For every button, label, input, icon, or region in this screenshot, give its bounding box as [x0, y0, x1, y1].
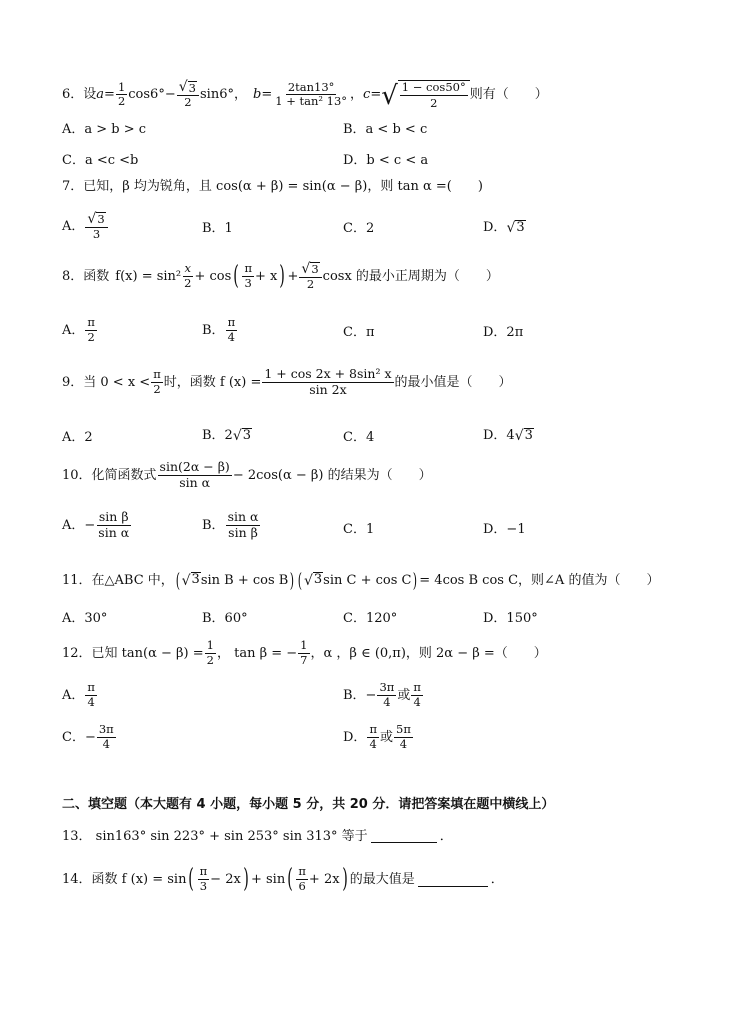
q13-answer-blank[interactable]	[371, 830, 437, 843]
q12-option-c[interactable]: C．− $\frac{3\pi}{4}$	[62, 722, 114, 751]
q6-option-a[interactable]: A．a > b > c	[62, 122, 147, 137]
q8-option-c[interactable]: C．π	[343, 325, 375, 340]
q12-option-a[interactable]: A． $\frac{\pi}{4}$	[62, 680, 95, 709]
section-2-heading: 二、填空题（本大题有 4 小题，每小题 5 分，共 20 分．请把答案填在题中横线上）	[62, 797, 555, 812]
q7-option-a[interactable]: A． √ 3 3	[62, 212, 109, 241]
q11-option-a[interactable]: A．30°	[62, 611, 108, 626]
q6-sqrt3-fraction: √ 3 2	[177, 80, 199, 109]
q14-answer-blank[interactable]	[418, 872, 488, 887]
q7-option-d[interactable]: D． √ 3	[483, 220, 525, 237]
q8-option-d[interactable]: D．2π	[483, 325, 524, 340]
q11-option-b[interactable]: B．60°	[202, 611, 248, 626]
q6-c-radical: √ $\frac{1 - \cos 50^\circ}{2}$	[381, 80, 470, 109]
q12-option-b[interactable]: B．− $\frac{3\pi}{4}$ 或 $\frac{\pi}{4}$	[343, 680, 421, 709]
question-14: 14．函数 f (x) = sin ( $\frac{\pi}{3}$ − 2x ) + sin ( $\frac{\pi}{6}$ + 2x ) 的最大值是 ．	[62, 864, 504, 894]
q7-text: 7．已知，β 均为锐角，且 cos(α + β) = sin(α − β)，则 tan α =( )	[62, 179, 483, 194]
q10-option-a[interactable]: A．− $\frac{\text{sin β}}{\text{sin α}}$	[62, 509, 130, 540]
q6-b-fraction: $\frac{2\tan 13^\circ}{\text{1 + tan² 13°}}$	[275, 79, 348, 109]
q8-option-a[interactable]: A． $\frac{\pi}{2}$	[62, 315, 95, 344]
q10-option-b[interactable]: B． $\frac{\text{sin α}}{\text{sin β}}$	[202, 509, 259, 540]
q7-option-c[interactable]: C．2	[343, 221, 375, 236]
q11-option-c[interactable]: C．120°	[343, 611, 398, 626]
q9-option-d[interactable]: D．4 √ 3	[483, 428, 533, 445]
q6-half-fraction: $\frac{1}{2}$	[117, 79, 126, 109]
question-13: 13． sin163° sin 223° + sin 253° sin 313° 等于 ．	[62, 829, 453, 844]
q11-option-d[interactable]: D．150°	[483, 611, 538, 626]
q6-option-c[interactable]: C．a <c <b	[62, 153, 139, 168]
q9-option-b[interactable]: B．2 √ 3	[202, 428, 252, 445]
q8-option-b[interactable]: B． $\frac{\pi}{4}$	[202, 315, 236, 344]
q10-option-d[interactable]: D．−1	[483, 522, 526, 537]
q6-prefix: 6．设	[62, 87, 97, 103]
q12-option-d[interactable]: D． $\frac{\pi}{4}$ 或 $\frac{5\pi}{4}$	[343, 722, 411, 751]
q6-option-d[interactable]: D．b < c < a	[343, 153, 429, 168]
q10-option-c[interactable]: C．1	[343, 522, 375, 537]
q6-option-b[interactable]: B．a < b < c	[343, 122, 428, 137]
q7-option-b[interactable]: B．1	[202, 221, 233, 236]
q9-option-c[interactable]: C．4	[343, 430, 375, 445]
q9-option-a[interactable]: A．2	[62, 430, 93, 445]
